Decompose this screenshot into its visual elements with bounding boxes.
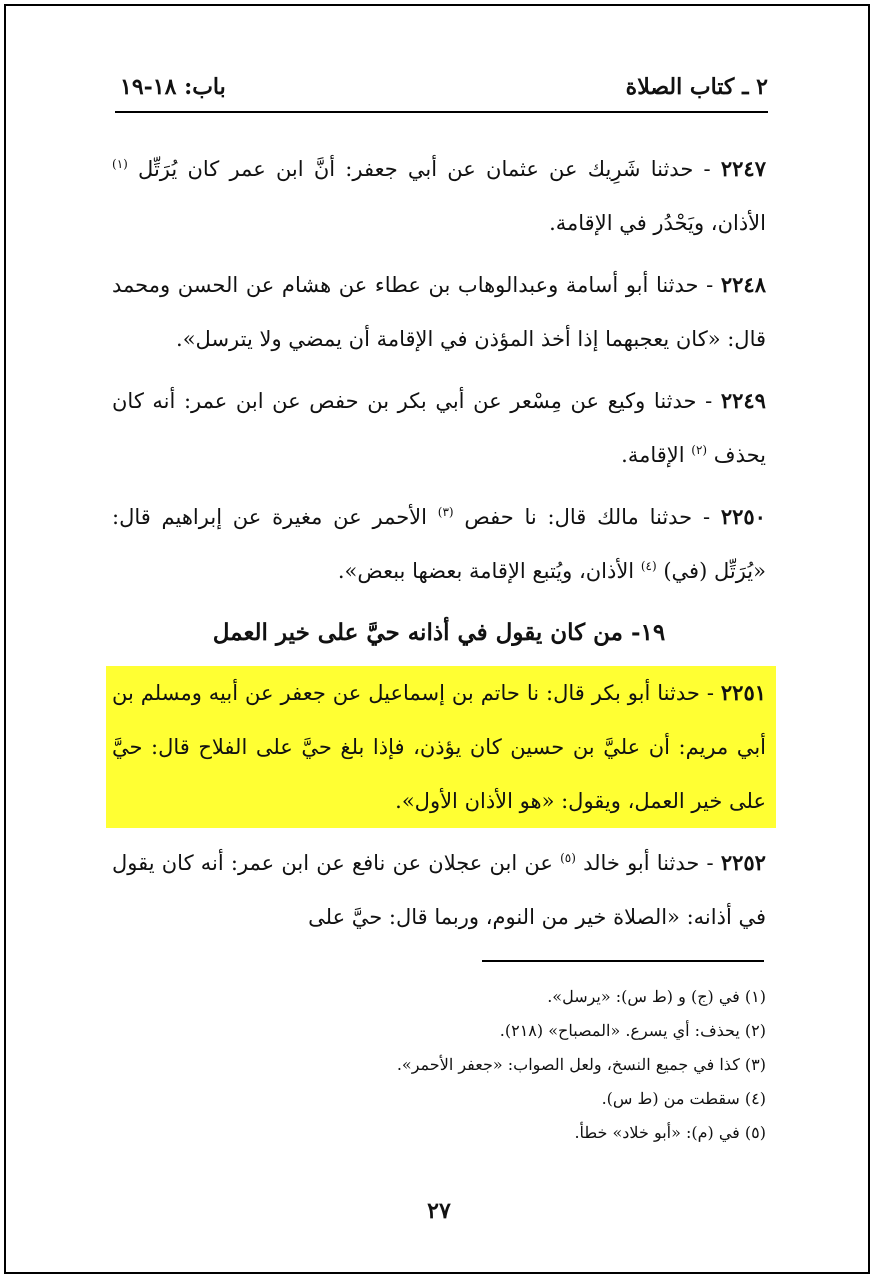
- chapter-range: باب: ١٨-١٩: [120, 74, 226, 100]
- footnote-ref[interactable]: (٢): [691, 443, 708, 457]
- hadith-text: الأحمر عن مغيرة عن إبراهيم قال: «يُرَتِّل (في): [112, 505, 766, 583]
- hadith-dash: -: [706, 273, 714, 297]
- hadith-dash: -: [705, 389, 713, 413]
- footnote-3: (٣) كذا في جميع النسخ، ولعل الصواب: «جعفر الأحمر».: [396, 1055, 766, 1074]
- hadith-2249: [112, 374, 766, 482]
- hadith-text: حدثنا أبو خالد: [583, 851, 700, 875]
- hadith-text: حدثنا أبو أسامة وعبدالوهاب بن عطاء عن هشام عن الحسن ومحمد قال: «كان يعجبهما إذا أخذ المؤذن في الإقامة أن يمضي ولا يترسل».: [112, 273, 766, 351]
- hadith-number: ٢٢٥٠: [720, 504, 766, 529]
- hadith-2248: [112, 258, 766, 366]
- hadith-2252: [112, 836, 766, 944]
- hadith-number: ٢٢٥١: [720, 680, 767, 705]
- hadith-number: ٢٢٤٨: [720, 272, 766, 297]
- hadith-2251-highlighted: [106, 666, 776, 828]
- footnote-ref[interactable]: (١): [112, 157, 128, 171]
- hadith-number: ٢٢٤٩: [720, 388, 766, 413]
- header-rule: [115, 111, 768, 113]
- hadith-text: الإقامة.: [621, 443, 685, 467]
- footnote-4: (٤) سقطت من (ط س).: [601, 1089, 766, 1108]
- hadith-2250: [112, 490, 766, 598]
- footnote-ref[interactable]: (٣): [437, 505, 454, 519]
- footnote-5: (٥) في (م): «أبو خلاد» خطأ.: [574, 1123, 766, 1142]
- hadith-text: حدثنا شَرِيك عن عثمان عن أبي جعفر: أنَّ ابن عمر كان يُرَتِّل: [138, 157, 694, 181]
- hadith-dash: -: [706, 851, 714, 875]
- hadith-text: الأذان، ويُتبع الإقامة بعضها ببعض».: [337, 559, 635, 583]
- footnotes: [112, 980, 766, 1150]
- hadith-number: ٢٢٥٢: [720, 850, 766, 875]
- main-text: [112, 142, 766, 952]
- chapter-heading: ١٩- من كان يقول في أذانه حيَّ على خير العمل: [212, 619, 666, 646]
- hadith-text: حدثنا مالك قال: نا حفص: [464, 505, 693, 529]
- hadith-dash: -: [703, 157, 711, 181]
- hadith-dash: -: [706, 681, 714, 705]
- hadith-text: حدثنا أبو بكر قال: نا حاتم بن إسماعيل عن جعفر عن أبيه ومسلم بن أبي مريم: أن عليَّ بن حسين كان يؤذن، فإذا بلغ حيَّ على الفلاح قال: حيَّ على خير العمل، ويقول: «هو الأذان الأول».: [112, 681, 766, 813]
- footnote-ref[interactable]: (٤): [640, 559, 657, 573]
- hadith-2247: [112, 142, 766, 250]
- footnote-ref[interactable]: (٥): [560, 851, 576, 865]
- hadith-text: عن ابن عجلان عن نافع عن ابن عمر: أنه كان يقول في أذانه: «الصلاة خير من النوم، وربما قال: حيَّ على: [112, 851, 766, 929]
- footnote-1: (١) في (ج) و (ط س): «يرسل».: [547, 987, 766, 1006]
- book-title: ٢ ـ كتاب الصلاة: [625, 74, 768, 100]
- hadith-text: حدثنا وكيع عن مِسْعر عن أبي بكر بن حفص عن ابن عمر: أنه كان يحذف: [112, 389, 766, 467]
- page-number: ٢٧: [427, 1198, 451, 1224]
- running-header: [120, 70, 768, 110]
- hadith-dash: -: [702, 505, 711, 529]
- hadith-number: ٢٢٤٧: [720, 156, 766, 181]
- hadith-text: الأذان، ويَحْدُر في الإقامة.: [549, 211, 766, 235]
- footnote-rule: [482, 960, 764, 962]
- footnote-2: (٢) يحذف: أي يسرع. «المصباح» (٢١٨).: [499, 1021, 766, 1040]
